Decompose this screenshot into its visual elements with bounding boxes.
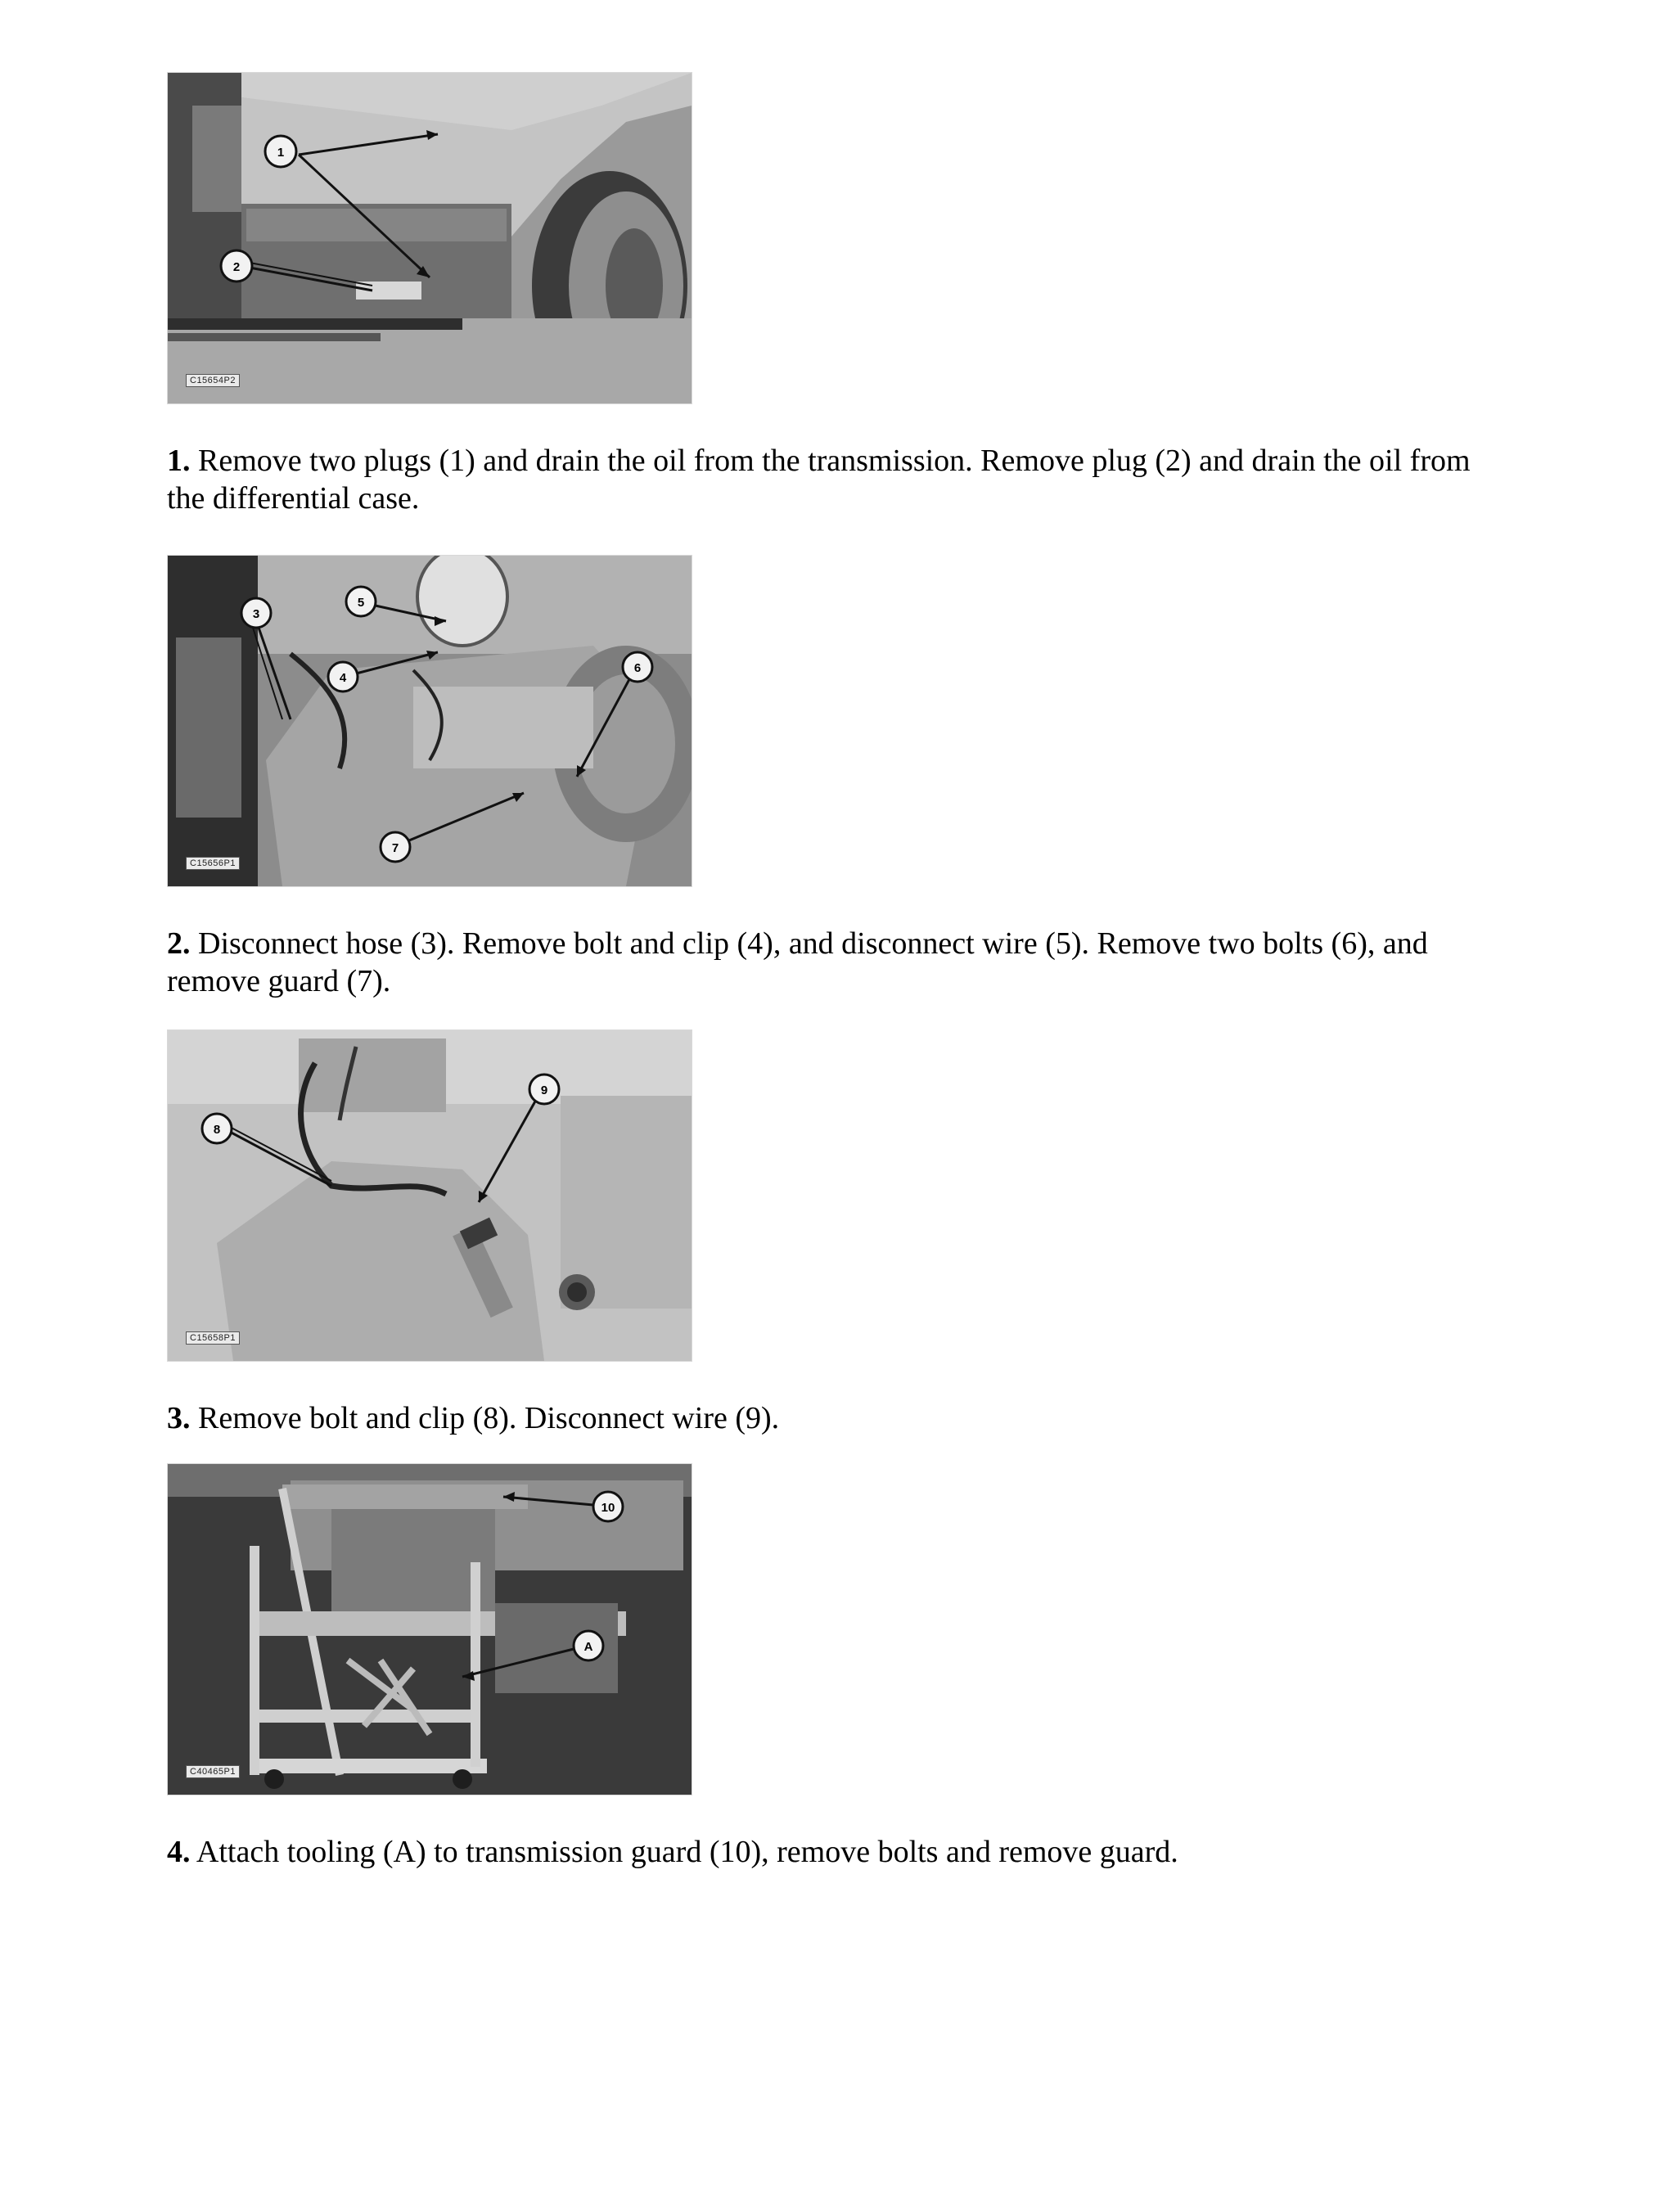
step-1	[167, 72, 1509, 517]
step-4-number: 4.	[167, 1835, 191, 1869]
step-1-photo-illustration	[168, 73, 692, 403]
step-3-callout-9: 9	[540, 1083, 548, 1097]
step-4-callout-a: A	[583, 1640, 593, 1654]
step-2-callout-3: 3	[252, 607, 260, 621]
step-1-callout-1: 1	[277, 146, 285, 160]
step-1-text-block	[167, 442, 1493, 517]
step-3-photo-label: C15658P1	[186, 1331, 240, 1345]
step-2	[167, 555, 1509, 1000]
step-3-callout-8: 8	[213, 1123, 221, 1137]
step-3-text-block	[167, 1399, 1493, 1437]
step-1-number: 1.	[167, 444, 191, 478]
step-2-callout-5: 5	[357, 596, 365, 610]
step-4-callout-10: 10	[601, 1501, 615, 1515]
step-4-photo-illustration	[168, 1464, 692, 1795]
step-4-text-block	[167, 1833, 1493, 1871]
step-2-instruction: Disconnect hose (3). Remove bolt and clip (4), and disconnect wire (5). Remove two bolts (6), and remove guard (7).	[167, 926, 1428, 998]
step-3	[167, 1029, 1509, 1437]
step-3-instruction: Remove bolt and clip (8). Disconnect wire (9).	[198, 1401, 780, 1435]
step-3-photo	[167, 1029, 692, 1362]
step-2-photo-label: C15656P1	[186, 857, 240, 870]
step-4-photo	[167, 1463, 692, 1795]
step-2-callout-6: 6	[633, 661, 642, 675]
step-1-photo-label: C15654P2	[186, 374, 240, 387]
step-2-callout-4: 4	[339, 671, 347, 685]
step-4-instruction: Attach tooling (A) to transmission guard (10), remove bolts and remove guard.	[196, 1835, 1178, 1869]
step-3-photo-illustration	[168, 1030, 692, 1361]
step-1-callout-2: 2	[232, 260, 241, 274]
step-2-text-block	[167, 925, 1493, 1000]
step-4-photo-label: C40465P1	[186, 1765, 240, 1778]
step-4	[167, 1463, 1509, 1871]
step-1-instruction: Remove two plugs (1) and drain the oil from the transmission. Remove plug (2) and drain the oil from the differential case.	[167, 444, 1471, 516]
step-2-photo	[167, 555, 692, 887]
step-2-photo-illustration	[168, 556, 692, 886]
step-2-callout-7: 7	[391, 841, 399, 855]
step-3-number: 3.	[167, 1401, 191, 1435]
step-2-number: 2.	[167, 926, 191, 961]
step-1-photo	[167, 72, 692, 404]
